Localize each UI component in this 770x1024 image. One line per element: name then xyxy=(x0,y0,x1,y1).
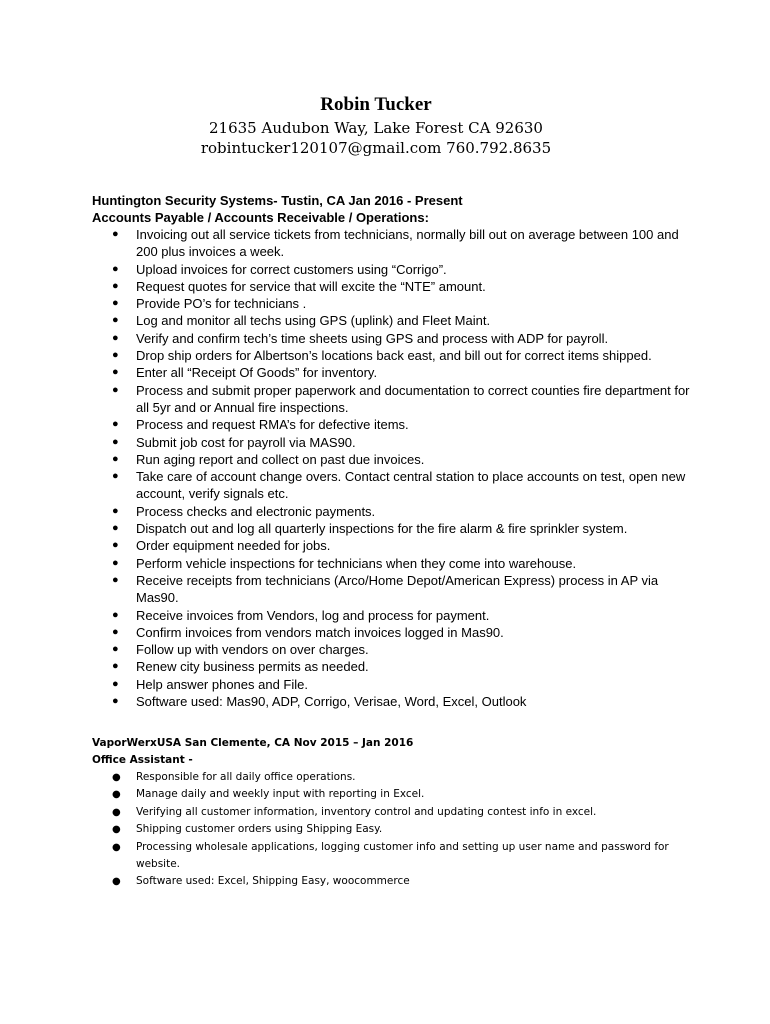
list-item xyxy=(92,330,692,347)
list-item xyxy=(92,786,692,803)
address-line: 21635 Audubon Way, Lake Forest CA 92630 xyxy=(209,119,543,137)
duty-text: Receive receipts from technicians (Arco/Home Depot/American Express) process in AP via Mas90. xyxy=(136,572,659,606)
duty-text: Log and monitor all techs using GPS (uplink) and Fleet Maint. xyxy=(136,313,491,329)
bullet-icon: ● xyxy=(112,695,119,708)
bullet-icon: ● xyxy=(112,452,119,465)
duty-text: Follow up with vendors on over charges. xyxy=(136,642,369,658)
list-item xyxy=(92,416,692,433)
job-role-line: Accounts Payable / Accounts Receivable / Operations: xyxy=(92,210,429,225)
duty-text: Confirm invoices from vendors match invoices logged in Mas90. xyxy=(136,624,504,640)
bullet-icon: ● xyxy=(112,625,119,638)
duty-text: Take care of account change overs. Contact central station to place accounts on test, open new account, verify signals etc. xyxy=(136,469,686,502)
contact-line: robintucker120107@gmail.com 760.792.8635 xyxy=(200,139,552,157)
list-item xyxy=(92,641,692,658)
list-item xyxy=(92,226,692,261)
list-item xyxy=(92,537,692,554)
duty-text: Process checks and electronic payments. xyxy=(136,503,376,519)
list-item xyxy=(92,520,692,537)
bullet-icon: ● xyxy=(112,806,121,818)
duty-text: Software used: Mas90, ADP, Corrigo, Verisae, Word, Excel, Outlook xyxy=(136,694,527,710)
list-item xyxy=(92,676,692,693)
duty-text: Run aging report and collect on past due invoices. xyxy=(136,451,425,467)
bullet-icon: ● xyxy=(112,262,119,275)
candidate-name: Robin Tucker xyxy=(320,94,432,115)
duty-text: Drop ship orders for Albertson’s locations back east, and bill out for correct items shipped. xyxy=(136,348,652,364)
bullet-icon: ● xyxy=(112,539,119,552)
list-item xyxy=(92,261,692,278)
list-item xyxy=(92,451,692,468)
duty-text: Manage daily and weekly input with reporting in Excel. xyxy=(136,788,425,801)
job-duties-list xyxy=(92,769,692,891)
duty-text: Help answer phones and File. xyxy=(136,676,308,692)
bullet-icon: ● xyxy=(112,789,121,801)
list-item xyxy=(92,873,692,890)
duty-text: Processing wholesale applications, logging customer info and setting up user name and password for website. xyxy=(136,840,669,871)
bullet-icon: ● xyxy=(112,418,119,431)
bullet-icon: ● xyxy=(112,556,119,569)
job-section-vaporwerx xyxy=(92,735,692,891)
list-item xyxy=(92,804,692,821)
duty-text: Shipping customer orders using Shipping Easy. xyxy=(136,823,383,836)
list-item xyxy=(92,312,692,329)
bullet-icon: ● xyxy=(112,677,119,690)
bullet-icon: ● xyxy=(112,383,119,396)
bullet-icon: ● xyxy=(112,314,119,327)
bullet-icon: ● xyxy=(112,824,121,836)
bullet-icon: ● xyxy=(112,470,119,483)
bullet-icon: ● xyxy=(112,643,119,656)
duty-text: Software used: Excel, Shipping Easy, woocommerce xyxy=(136,875,410,888)
bullet-icon: ● xyxy=(112,366,119,379)
list-item xyxy=(92,658,692,675)
list-item xyxy=(92,693,692,710)
bullet-icon: ● xyxy=(112,772,121,783)
list-item xyxy=(92,839,692,874)
duty-text: Dispatch out and log all quarterly inspections for the fire alarm & fire sprinkler system. xyxy=(136,521,628,537)
list-item xyxy=(92,364,692,381)
list-item xyxy=(92,821,692,838)
list-item xyxy=(92,607,692,624)
bullet-icon: ● xyxy=(112,876,121,888)
list-item xyxy=(92,347,692,364)
duty-text: Process and request RMA’s for defective items. xyxy=(136,417,409,433)
bullet-icon: ● xyxy=(112,228,119,240)
duty-text: Upload invoices for correct customers using “Corrigo”. xyxy=(136,261,447,277)
duty-text: Verifying all customer information, inventory control and updating contest info in excel. xyxy=(136,805,597,818)
job-company-line: VaporWerxUSA San Clemente, CA Nov 2015 – Jan 2016 xyxy=(92,737,414,749)
list-item xyxy=(92,468,692,503)
duty-text: Invoicing out all service tickets from technicians, normally bill out on average between 100 and 200 plus invoices a week. xyxy=(136,227,679,260)
bullet-icon: ● xyxy=(112,349,119,362)
bullet-icon: ● xyxy=(112,504,119,517)
list-item xyxy=(92,278,692,295)
list-item xyxy=(92,624,692,641)
bullet-icon: ● xyxy=(112,522,119,535)
duty-text: Perform vehicle inspections for technicians when they come into warehouse. xyxy=(136,555,577,571)
duty-text: Order equipment needed for jobs. xyxy=(136,538,331,554)
duty-text: Enter all “Receipt Of Goods” for inventory. xyxy=(136,365,378,381)
job-company-line: Huntington Security Systems- Tustin, CA Jan 2016 - Present xyxy=(92,193,463,208)
duty-text: Receive invoices from Vendors, log and process for payment. xyxy=(136,607,490,623)
duty-text: Process and submit proper paperwork and documentation to correct counties fire department for all 5yr and or Annual fire inspections. xyxy=(136,382,690,415)
list-item xyxy=(92,503,692,520)
bullet-icon: ● xyxy=(112,573,119,586)
list-item xyxy=(92,382,692,417)
job-section-huntington xyxy=(92,192,692,710)
duty-text: Responsible for all daily office operations. xyxy=(136,771,356,783)
bullet-icon: ● xyxy=(112,608,119,621)
job-role-line: Office Assistant - xyxy=(92,754,193,766)
duty-text: Verify and confirm tech’s time sheets using GPS and process with ADP for payroll. xyxy=(136,330,609,346)
resume-header xyxy=(0,92,752,158)
list-item xyxy=(92,555,692,572)
bullet-icon: ● xyxy=(112,297,119,310)
bullet-icon: ● xyxy=(112,331,119,344)
list-item xyxy=(92,769,692,786)
list-item xyxy=(92,434,692,451)
bullet-icon: ● xyxy=(112,279,119,292)
duty-text: Provide PO’s for technicians . xyxy=(136,296,307,312)
duty-text: Submit job cost for payroll via MAS90. xyxy=(136,434,356,450)
list-item xyxy=(92,295,692,312)
duty-text: Request quotes for service that will excite the “NTE” amount. xyxy=(136,278,486,294)
job-duties-list xyxy=(92,226,692,710)
list-item xyxy=(92,572,692,607)
bullet-icon: ● xyxy=(112,841,121,853)
duty-text: Renew city business permits as needed. xyxy=(136,659,369,675)
bullet-icon: ● xyxy=(112,435,119,448)
bullet-icon: ● xyxy=(112,660,119,673)
